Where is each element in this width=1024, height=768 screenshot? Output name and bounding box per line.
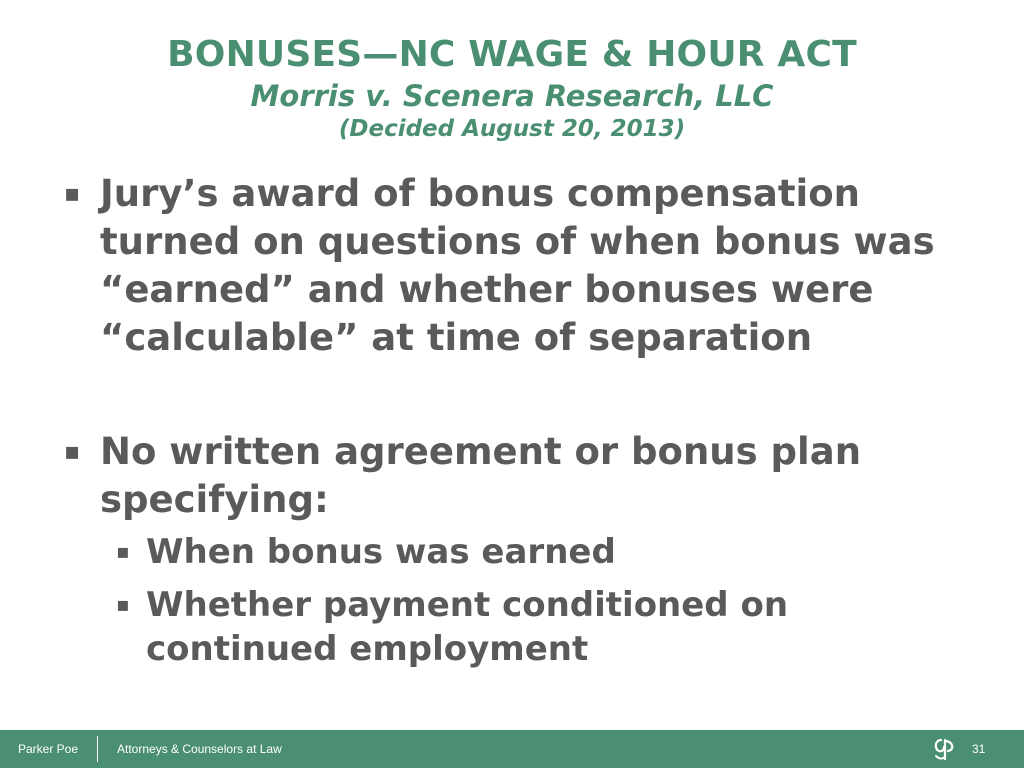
square-bullet-icon: ▪ bbox=[64, 437, 81, 465]
bullet-item bbox=[60, 428, 960, 524]
bullet-list bbox=[60, 170, 960, 671]
case-name: Morris v. Scenera Research, LLC bbox=[250, 79, 774, 113]
slide-title-block bbox=[0, 34, 1024, 144]
footer-brand: Parker Poe bbox=[18, 742, 79, 756]
sub-bullet-item bbox=[60, 530, 960, 574]
footer-bar bbox=[0, 730, 1024, 768]
footer-tagline: Attorneys & Counselors at Law bbox=[117, 742, 282, 756]
sub-bullet-text: When bonus was earned bbox=[146, 532, 616, 572]
sub-bullet-list bbox=[60, 530, 960, 671]
bullet-item bbox=[60, 170, 960, 362]
sub-bullet-text: Whether payment conditioned on continued employment bbox=[146, 585, 789, 669]
decision-date: (Decided August 20, 2013) bbox=[338, 116, 686, 142]
bullet-text: Jury’s award of bonus compensation turned on questions of when bonus was “earned” and whether bonuses were “calculable” at time of separation bbox=[100, 172, 935, 359]
page-number: 31 bbox=[972, 742, 986, 756]
square-bullet-icon: ▪ bbox=[116, 592, 130, 616]
square-bullet-icon: ▪ bbox=[64, 179, 81, 207]
parker-poe-logo-icon bbox=[932, 737, 960, 761]
bullet-text: No written agreement or bonus plan specifying: bbox=[100, 430, 862, 521]
square-bullet-icon: ▪ bbox=[116, 539, 130, 563]
footer-divider bbox=[97, 736, 98, 762]
sub-bullet-item bbox=[60, 583, 960, 671]
slide-title: BONUSES—NC WAGE & HOUR ACT bbox=[167, 34, 857, 75]
